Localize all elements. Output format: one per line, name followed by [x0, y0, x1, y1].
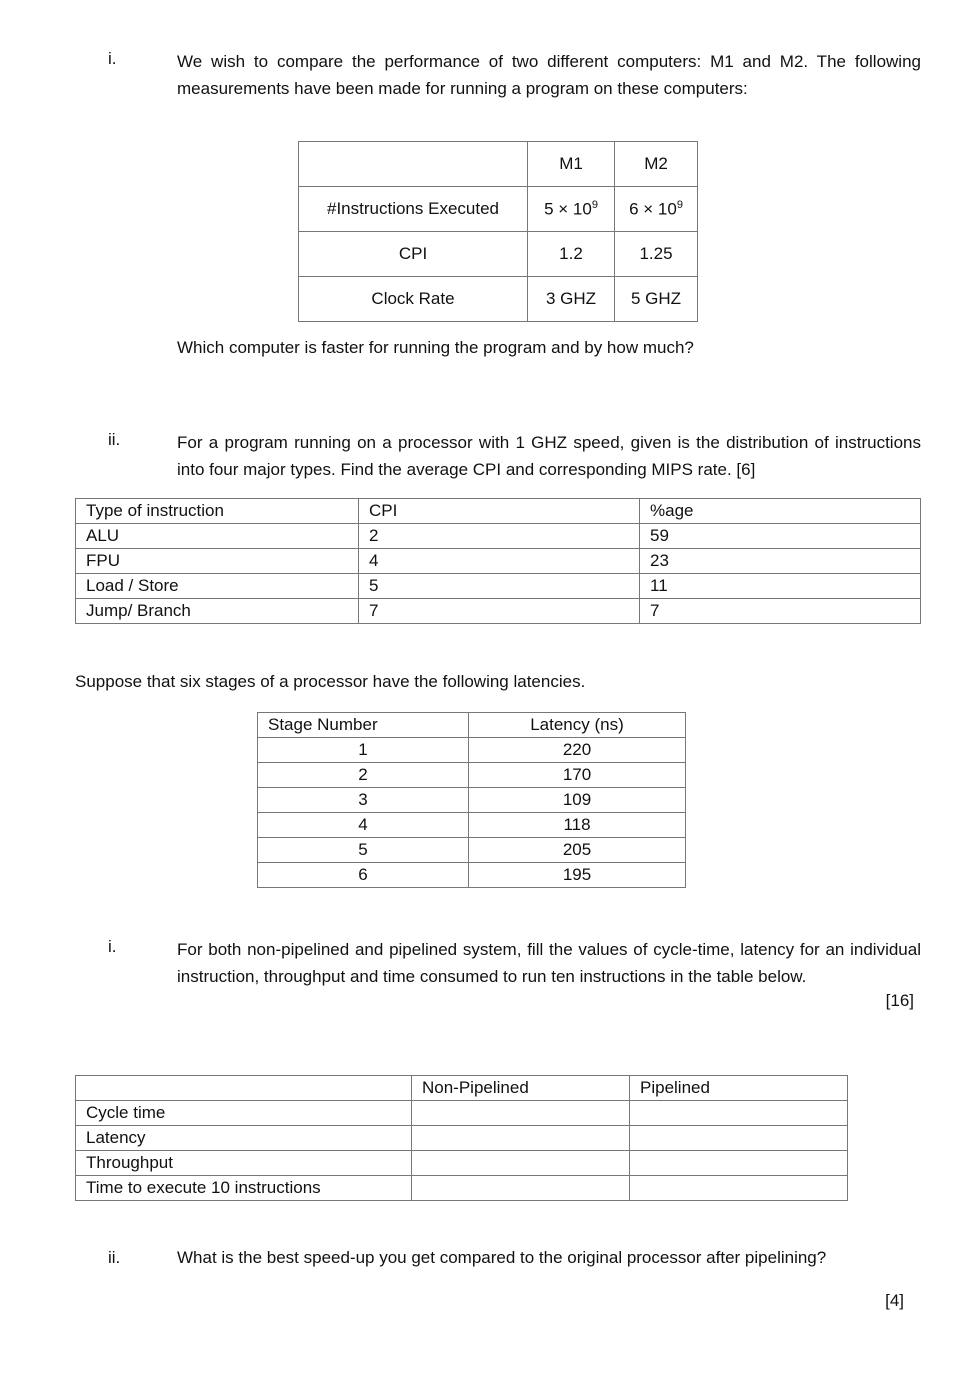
- marks: [4]: [885, 1291, 904, 1310]
- row-label: Clock Rate: [299, 277, 528, 322]
- cell: $5 \times 10^9$: [528, 187, 615, 232]
- question-text: What is the best speed-up you get compared to the original processor after pipelining?: [177, 1248, 827, 1267]
- question-number: i.: [108, 49, 117, 68]
- table-cell: 7: [359, 599, 640, 624]
- table-cell: 109: [469, 788, 686, 813]
- table-cell: Load / Store: [76, 574, 359, 599]
- table-row: [76, 549, 921, 574]
- question-text: For a program running on a processor with 1 GHZ speed, given is the distribution of instructions into four major types. Find the average CPI and corresponding MIPS rate. [6]: [177, 433, 921, 479]
- table-cell: 6: [258, 863, 469, 888]
- marks: [16]: [885, 991, 914, 1010]
- question-text: Which computer is faster for running the program and by how much?: [177, 338, 694, 357]
- table-row: [299, 277, 698, 322]
- instruction-mix-table: [75, 498, 921, 624]
- cell: $6 \times 10^9$: [615, 187, 698, 232]
- table-row: [299, 232, 698, 277]
- header: %age: [640, 499, 921, 524]
- row-label: #Instructions Executed: [299, 187, 528, 232]
- table-cell: [299, 142, 528, 187]
- table-cell: Throughput: [76, 1151, 412, 1176]
- question-text: For both non-pipelined and pipelined system, fill the values of cycle-time, latency for an individual instruction, throughput and time consumed to run ten instructions in the table below.: [177, 940, 921, 986]
- table-row: [76, 1101, 848, 1126]
- header-m2: M2: [615, 142, 698, 187]
- answer-cell[interactable]: [630, 1126, 848, 1151]
- stage-latency-table: [257, 712, 686, 888]
- answer-cell[interactable]: [412, 1101, 630, 1126]
- table-cell: FPU: [76, 549, 359, 574]
- cell: 3 GHZ: [528, 277, 615, 322]
- header-m1: M1: [528, 142, 615, 187]
- table-cell: 23: [640, 549, 921, 574]
- table-row: [258, 763, 686, 788]
- table-cell: 2: [258, 763, 469, 788]
- header: Pipelined: [630, 1076, 848, 1101]
- answer-cell[interactable]: [630, 1101, 848, 1126]
- table-cell: Latency: [76, 1126, 412, 1151]
- table-cell: 5: [359, 574, 640, 599]
- cell: 1.2: [528, 232, 615, 277]
- answer-cell[interactable]: [630, 1176, 848, 1201]
- answer-cell[interactable]: [412, 1126, 630, 1151]
- table-row: [258, 838, 686, 863]
- table-row: [76, 599, 921, 624]
- table-cell: Time to execute 10 instructions: [76, 1176, 412, 1201]
- table-row: [76, 1076, 848, 1101]
- table-row: [76, 499, 921, 524]
- answer-cell[interactable]: [630, 1151, 848, 1176]
- table-cell: 59: [640, 524, 921, 549]
- table-row: [258, 788, 686, 813]
- question-number: ii.: [108, 430, 121, 449]
- table-row: [76, 574, 921, 599]
- row-label: CPI: [299, 232, 528, 277]
- table-row: [76, 1176, 848, 1201]
- table-row: [258, 813, 686, 838]
- stages-intro: Suppose that six stages of a processor have the following latencies.: [75, 672, 586, 691]
- table-row: [258, 738, 686, 763]
- cell: 1.25: [615, 232, 698, 277]
- table-cell: 4: [258, 813, 469, 838]
- question-text: We wish to compare the performance of two different computers: M1 and M2. The following measurements have been made for running a program on these computers:: [177, 52, 921, 98]
- table-row: [258, 863, 686, 888]
- table-row: [258, 713, 686, 738]
- header: Non-Pipelined: [412, 1076, 630, 1101]
- table-cell: 118: [469, 813, 686, 838]
- header: Latency (ns): [469, 713, 686, 738]
- cell: 5 GHZ: [615, 277, 698, 322]
- table-cell: 3: [258, 788, 469, 813]
- table-cell: 170: [469, 763, 686, 788]
- table-cell: 1: [258, 738, 469, 763]
- table-row: [299, 142, 698, 187]
- table-cell: 2: [359, 524, 640, 549]
- answer-cell[interactable]: [412, 1151, 630, 1176]
- answer-cell[interactable]: [412, 1176, 630, 1201]
- table-cell: 4: [359, 549, 640, 574]
- table-row: [299, 187, 698, 232]
- pipeline-answer-table: [75, 1075, 848, 1201]
- table-cell: 220: [469, 738, 686, 763]
- header: Stage Number: [258, 713, 469, 738]
- table-row: [76, 1126, 848, 1151]
- header: Type of instruction: [76, 499, 359, 524]
- question-number: ii.: [108, 1248, 121, 1267]
- computer-comparison-table: [298, 141, 698, 322]
- table-cell: 5: [258, 838, 469, 863]
- table-cell: [76, 1076, 412, 1101]
- table-cell: Jump/ Branch: [76, 599, 359, 624]
- table-cell: 7: [640, 599, 921, 624]
- header: CPI: [359, 499, 640, 524]
- question-number: i.: [108, 937, 117, 956]
- table-cell: 195: [469, 863, 686, 888]
- table-cell: 205: [469, 838, 686, 863]
- table-row: [76, 524, 921, 549]
- table-cell: ALU: [76, 524, 359, 549]
- table-cell: 11: [640, 574, 921, 599]
- table-row: [76, 1151, 848, 1176]
- table-cell: Cycle time: [76, 1101, 412, 1126]
